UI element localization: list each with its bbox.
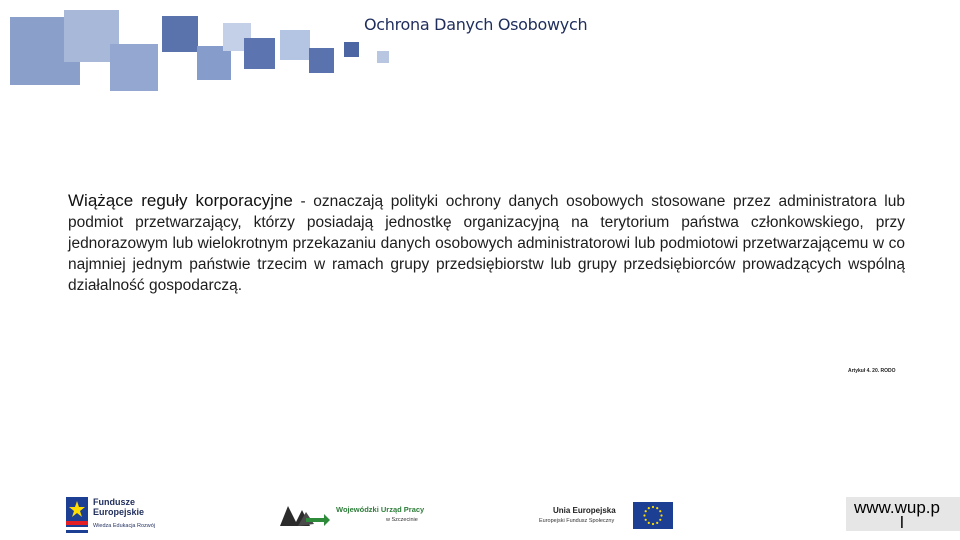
deco-square xyxy=(377,51,389,63)
fundusze-logo xyxy=(66,496,176,534)
deco-square xyxy=(280,30,310,60)
footer xyxy=(0,490,960,540)
website-line1: www.wup.p xyxy=(854,498,940,517)
wup-logo xyxy=(280,500,430,532)
wup-emblem-icon xyxy=(280,500,330,528)
eu-logo xyxy=(537,502,677,532)
eu-line1: Unia Europejska xyxy=(553,506,616,515)
page-title: Ochrona Danych Osobowych xyxy=(364,15,588,34)
fundusze-line3: Wiedza Edukacja Rozwój xyxy=(93,523,156,529)
eu-flag-icon xyxy=(633,502,673,529)
wup-line1: Wojewódzki Urząd Pracy xyxy=(336,505,425,514)
deco-square xyxy=(162,16,198,52)
deco-square xyxy=(110,44,158,91)
deco-square xyxy=(244,38,275,69)
wup-line2: w Szczecinie xyxy=(386,517,418,523)
website-line2: l xyxy=(900,513,904,532)
deco-square xyxy=(344,42,359,57)
fundusze-line1: Fundusze xyxy=(93,497,135,507)
article-reference: Artykuł 4. 20. RODO xyxy=(848,368,896,374)
deco-square xyxy=(309,48,334,73)
fundusze-star-icon xyxy=(66,497,88,533)
deco-square xyxy=(197,46,231,80)
website-link[interactable] xyxy=(846,497,960,531)
fundusze-line2: Europejskie xyxy=(93,507,145,517)
definition-term: Wiążące reguły korporacyjne xyxy=(68,191,293,210)
definition-body: - oznaczają polityki ochrony danych osobowych stosowane przez administratora lub podmiot przetwarzający, którzy posiadają jednostkę organizacyjną na terytorium państwa członkowskiego, przy jednorazowym lub wielokrotnym przekazaniu danych osobowych administratorowi lub podmiotowi przetwarzającemu w co najmniej jednym państwie trzecim w ramach grupy przedsiębiorstw lub grupy przedsiębiorców prowadzących wspólną działalność gospodarczą. xyxy=(68,193,905,294)
eu-line2: Europejski Fundusz Społeczny xyxy=(539,518,615,524)
definition-paragraph xyxy=(68,190,905,296)
